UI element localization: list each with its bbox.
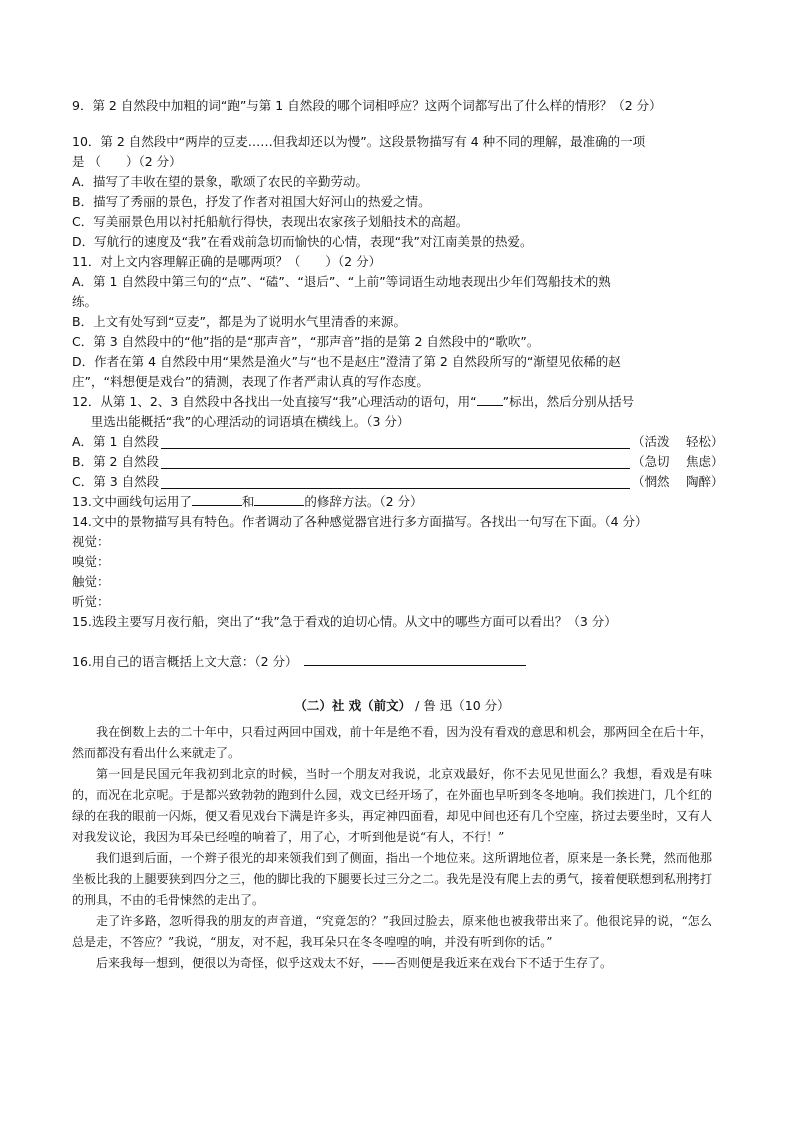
question-12-stem-a: 12．从第 1、2、3 自然段中各找出一处直接写“我”心理活动的语句，用“ xyxy=(72,394,477,409)
row-c-label: C．第 3 自然段 xyxy=(72,474,160,489)
row-a-label: A．第 1 自然段 xyxy=(72,434,159,449)
question-13-part-c: 的修辞方法。（2 分） xyxy=(304,494,423,509)
question-16-answer-line[interactable] xyxy=(304,653,526,666)
question-12 xyxy=(72,392,732,492)
row-b-label: B．第 2 自然段 xyxy=(72,454,159,469)
row-b-answer-line[interactable] xyxy=(161,454,630,469)
question-16 xyxy=(72,652,732,672)
question-13-part-a: 13.文中画线句运用了 xyxy=(72,494,192,509)
question-12-stem-b: ”标出，然后分别从括号 xyxy=(502,394,635,409)
sense-smell[interactable]: 嗅觉： xyxy=(72,554,110,569)
question-13-blank-1[interactable] xyxy=(192,493,242,506)
question-13-blank-2[interactable] xyxy=(254,493,304,506)
section-2-heading xyxy=(72,696,732,716)
question-10-stem-line2: 是 （ ）（2 分） xyxy=(72,154,182,169)
question-10 xyxy=(72,132,732,252)
sense-touch[interactable]: 触觉： xyxy=(72,574,110,589)
question-16-stem: 16.用自己的语言概括上文大意：（2 分） xyxy=(72,654,298,669)
section-2-title: （二）社 戏（前文） xyxy=(294,698,412,713)
question-12-stem-line1 xyxy=(72,392,732,412)
question-11 xyxy=(72,252,732,392)
passage-paragraph-4: 走了许多路，忽听得我的朋友的声音道，“究竟怎的？”我回过脸去，原来他也被我带出来了。他很诧异的说，“怎么总是走，不答应？”我说，“朋友，对不起，我耳朵只在冬冬喤喤的响，并没有听到你的话。” xyxy=(72,914,712,949)
section-2-author: / 鲁 迅（10 分） xyxy=(411,698,510,713)
question-11-option-d-cont: 庄”，“料想便是戏台”的猜测，表现了作者严肃认真的写作态度。 xyxy=(72,374,429,389)
passage xyxy=(72,722,732,974)
question-14 xyxy=(72,512,732,612)
question-11-option-c: C．第 3 自然段中的“他”指的是“那声音”，“那声音”指的是第 2 自然段中的“歌吹”。 xyxy=(72,334,540,349)
passage-paragraph-2: 第一回是民国元年我初到北京的时候，当时一个朋友对我说，北京戏最好，你不去见见世面么？我想，看戏是有味的，而况在北京呢。于是都兴致勃勃的跑到什么园，戏文已经开场了，在外面也早听到冬冬地响。我们挨进门，几个红的绿的在我的眼前一闪烁，便又看见戏台下满是许多头，再定神四面看，却见中间也还有几个空座，挤过去要坐时，又有人对我发议论，我因为耳朵已经喤的响着了，用了心，才听到他是说“有人，不行！” xyxy=(72,767,712,844)
passage-paragraph-1: 我在倒数上去的二十年中，只看过两回中国戏，前十年是绝不看，因为没有看戏的意思和机会，那两回全在后十年，然而都没有看出什么来就走了。 xyxy=(72,725,712,760)
question-15: 15.选段主要写月夜行船，突出了“我”急于看戏的迫切心情。从文中的哪些方面可以看出？（3 分） xyxy=(72,614,617,629)
question-11-option-a-cont: 练。 xyxy=(72,294,98,309)
row-b-choices: （急切 焦虑） xyxy=(632,454,724,469)
row-c-choices: （惘然 陶醉） xyxy=(632,474,724,489)
question-10-option-b: B．描写了秀丽的景色，抒发了作者对祖国大好河山的热爱之情。 xyxy=(72,194,431,209)
worksheet-page xyxy=(72,96,732,974)
row-c-answer-line[interactable] xyxy=(161,474,630,489)
question-10-option-d: D．写航行的速度及“我”在看戏前急切而愉快的心情，表现“我”对江南美景的热爱。 xyxy=(72,234,533,249)
passage-paragraph-3: 我们退到后面，一个辫子很光的却来领我们到了侧面，指出一个地位来。这所谓地位者，原来是一条长凳，然而他那坐板比我的上腿要狭到四分之三，他的脚比我的下腿要长过三分之二。我先是没有爬上去的勇气，接着便联想到私刑拷打的刑具，不由的毛骨悚然的走出了。 xyxy=(72,851,712,907)
question-12-stem-line2: 里选出能概括“我”的心理活动的词语填在横线上。（3 分） xyxy=(90,414,410,429)
row-a-answer-line[interactable] xyxy=(161,434,630,449)
sense-visual[interactable]: 视觉： xyxy=(72,534,110,549)
question-10-option-a: A．描写了丰收在望的景象，歌颂了农民的辛勤劳动。 xyxy=(72,174,369,189)
question-11-option-b: B．上文有处写到“豆麦”，都是为了说明水气里清香的来源。 xyxy=(72,314,407,329)
question-14-stem: 14.文中的景物描写具有特色。作者调动了各种感觉器官进行多方面描写。各找出一句写在下面。（4 分） xyxy=(72,514,648,529)
question-10-option-c: C．写美丽景色用以衬托船航行得快，表现出农家孩子划船技术的高超。 xyxy=(72,214,469,229)
question-11-option-a: A．第 1 自然段中第三句的“点”、“磕”、“退后”、“上前”等词语生动地表现出少年们驾船技术的熟 xyxy=(72,274,611,289)
question-13 xyxy=(72,492,732,512)
passage-paragraph-5: 后来我每一想到，便很以为奇怪，似乎这戏太不好，——否则便是我近来在戏台下不适于生存了。 xyxy=(96,956,613,970)
row-a-choices: （活泼 轻松） xyxy=(632,434,724,449)
question-10-stem-line1: 10．第 2 自然段中“两岸的豆麦……但我却还以为慢”。这段景物描写有 4 种不同的理解，最准确的一项 xyxy=(72,134,646,149)
question-9: 9．第 2 自然段中加粗的词“跑”与第 1 自然段的哪个词相呼应？这两个词都写出了什么样的情形？（2 分） xyxy=(72,98,662,113)
question-11-stem: 11．对上文内容理解正确的是哪两项？（ ）（2 分） xyxy=(72,254,382,269)
mark-underline-sample xyxy=(477,393,503,406)
question-13-part-b: 和 xyxy=(241,494,255,509)
sense-hearing[interactable]: 听觉： xyxy=(72,594,110,609)
question-12-row-a xyxy=(72,432,732,452)
question-11-option-d: D．作者在第 4 自然段中用“果然是渔火”与“也不是赵庄”澄清了第 2 自然段所写的“渐望见依稀的赵 xyxy=(72,354,621,369)
question-12-row-b xyxy=(72,452,732,472)
question-12-row-c xyxy=(72,472,732,492)
